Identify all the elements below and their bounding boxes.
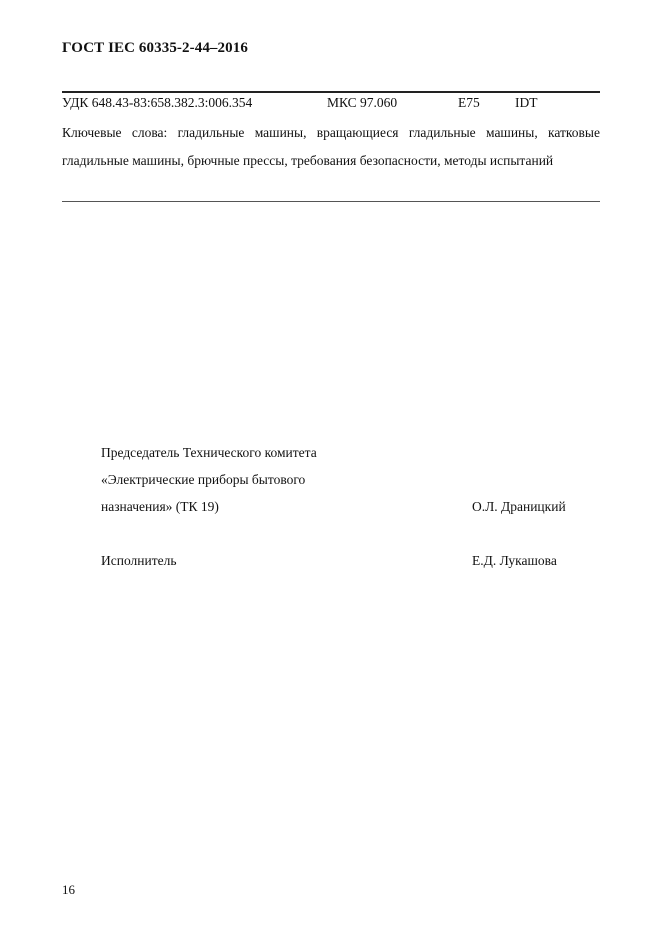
mks-code: МКС 97.060 [327, 95, 398, 110]
standard-title: ГОСТ IEC 60335-2-44–2016 [62, 40, 248, 56]
chair-title-line-3: назначения» (ТК 19) [101, 499, 219, 514]
chair-title-line-1: Председатель Технического комитета [101, 445, 317, 460]
executor-name: Е.Д. Лукашова [472, 553, 557, 568]
chair-name: О.Л. Драницкий [472, 499, 566, 514]
chair-title-line-2: «Электрические приборы бытового [101, 472, 306, 487]
executor-label: Исполнитель [101, 553, 177, 568]
page-number: 16 [62, 882, 75, 897]
classification-row [0, 95, 661, 113]
udk-code: УДК 648.43-83:658.382.3:006.354 [62, 95, 253, 110]
harmonization-code: IDT [515, 95, 538, 110]
okp-group-code: Е75 [458, 95, 480, 110]
top-divider [62, 91, 600, 93]
keywords-paragraph: Ключевые слова: гладильные машины, вращающиеся гладильные машины, катковые гладильные машины, брючные прессы, требования безопасности, методы испытаний [62, 125, 600, 168]
bottom-divider [62, 201, 600, 202]
